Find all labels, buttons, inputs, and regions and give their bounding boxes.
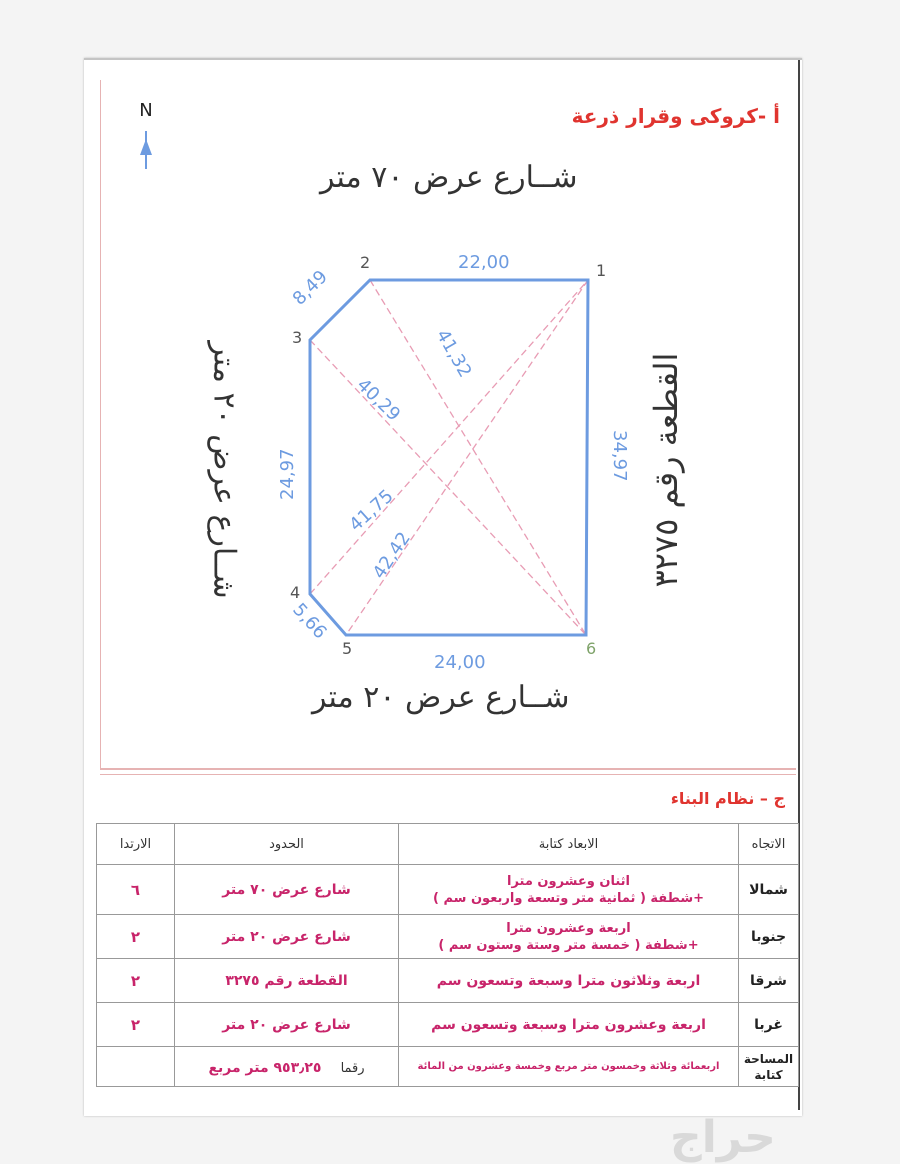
chamfer-line: +شطفة ( خمسة متر وستة وستون سم ): [438, 937, 699, 953]
area-row: [97, 1047, 799, 1087]
row-setback: ٦: [97, 865, 175, 915]
row-direction: شرقا: [739, 959, 799, 1003]
point-3-label: 3: [292, 328, 303, 347]
watermark: حراج: [670, 1112, 776, 1163]
area-empty-cell: [97, 1047, 175, 1087]
area-numeric-value: ٩٥٣٫٢٥ متر مربع: [208, 1060, 322, 1076]
table-row: [97, 959, 799, 1003]
row-direction: شمالا: [739, 865, 799, 915]
building-regulations-table: [96, 823, 799, 1087]
point-5-label: 5: [342, 639, 353, 658]
row-dimensions: [399, 915, 739, 959]
edge-5-6-length: 24,00: [434, 652, 486, 673]
row-setback: ٢: [97, 959, 175, 1003]
point-1-label: 1: [596, 261, 607, 280]
street-north-label: شــارع عرض ٧٠ متر: [320, 160, 578, 195]
chamfer-line: +شطفة ( ثمانية متر وتسعة واربعون سم ): [432, 890, 704, 906]
section-divider-thin: [100, 774, 796, 775]
dimension-line: اثنان وعشرون مترا: [506, 873, 631, 889]
header-boundaries: الحدود: [175, 824, 399, 865]
diagonal-3-6-length: 41,75: [345, 485, 398, 536]
table-row: [97, 865, 799, 915]
diagonal-2-6-length: 40,29: [352, 374, 405, 426]
edge-3-4-length: 24,97: [277, 448, 298, 500]
diagonal-3-6: [310, 340, 586, 635]
row-direction: غربا: [739, 1003, 799, 1047]
diagonal-4-1-length: 42,42: [368, 528, 415, 583]
dimension-line: اربعة وعشرون مترا: [506, 920, 631, 936]
street-west-label: شــارع عرض ٢٠ متر: [206, 341, 242, 599]
table-row: [97, 915, 799, 959]
section-a-title: أ -كروكى وقرار ذرعة: [571, 104, 780, 128]
edge-6-1-length: 34,97: [609, 430, 630, 482]
table-header-row: [97, 824, 799, 865]
row-setback: ٢: [97, 915, 175, 959]
row-boundary: القطعة رقم ٣٢٧٥: [175, 959, 399, 1003]
edge-2-3-length: 8,49: [288, 266, 332, 310]
area-text: اربعمائة وثلاثة وخمسون متر مربع وخمسة وعشرون من المائة: [399, 1047, 739, 1087]
row-boundary: شارع عرض ٢٠ متر: [175, 1003, 399, 1047]
diagonal-2-6: [370, 280, 586, 635]
point-2-label: 2: [360, 253, 371, 272]
area-numeric-label: رقما: [340, 1061, 365, 1076]
row-boundary: شارع عرض ٢٠ متر: [175, 915, 399, 959]
point-4-label: 4: [290, 583, 301, 602]
header-dimensions: الابعاد كتابة: [399, 824, 739, 865]
row-direction: جنوبا: [739, 915, 799, 959]
neighbor-plot-label: القطعة رقم ٣٢٧٥: [647, 352, 685, 588]
row-dimensions: [399, 865, 739, 915]
section-divider: [100, 768, 796, 770]
street-south-label: شــارع عرض ٢٠ متر: [312, 680, 570, 715]
row-boundary: شارع عرض ٧٠ متر: [175, 865, 399, 915]
row-dimensions: اربعة وعشرون مترا وسبعة وتسعون سم: [399, 1003, 739, 1047]
north-label: N: [139, 100, 153, 121]
edge-1-2-length: 22,00: [458, 252, 510, 273]
header-setback: الارتدا: [97, 824, 175, 865]
row-setback: ٢: [97, 1003, 175, 1047]
edge-4-5-length: 5,66: [288, 599, 331, 644]
diagonal-1-5-length: 41,32: [431, 326, 476, 382]
point-6-label: 6: [586, 639, 597, 658]
area-numeric: [175, 1047, 399, 1087]
area-label: المساحة كتابة: [739, 1047, 799, 1087]
row-dimensions: اربعة وثلاثون مترا وسبعة وتسعون سم: [399, 959, 739, 1003]
diagonal-1-5: [346, 280, 588, 635]
section-c-title: ج – نظام البناء: [670, 789, 785, 808]
table-row: [97, 1003, 799, 1047]
header-direction: الاتجاه: [739, 824, 799, 865]
